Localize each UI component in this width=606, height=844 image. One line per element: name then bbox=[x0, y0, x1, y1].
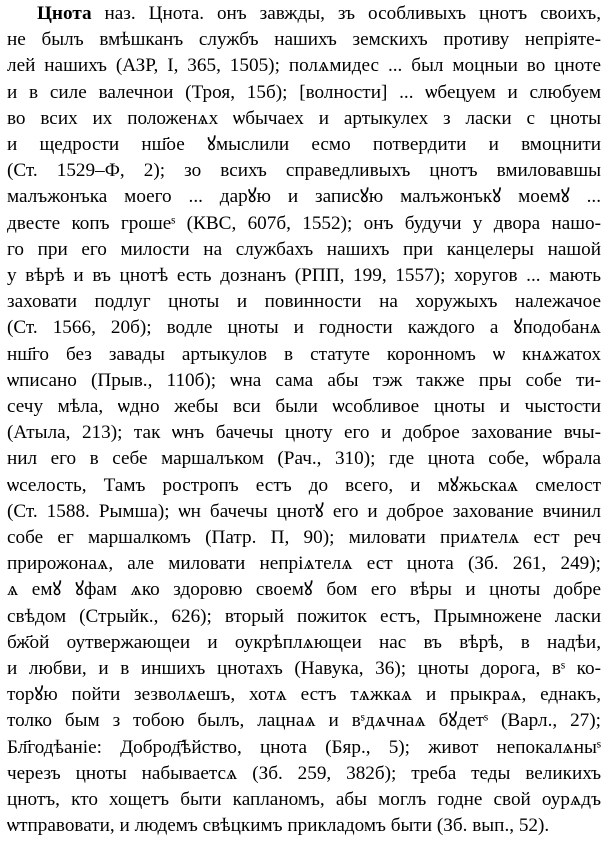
entry-line: во всих их положенѧх ѡбычаех и артыкулех з ласки с цноты bbox=[7, 107, 601, 129]
entry-line: не былъ вмѣшканъ службъ нашихъ земскихъ противу непріяте- bbox=[7, 29, 601, 51]
headword: Цнота bbox=[37, 3, 92, 24]
entry-line: и любви, и в иншихъ цнотахъ (Навука, 36); цноты дорога, вˢ ко- bbox=[7, 658, 601, 679]
entry-line: заховати подлуг цноты и повинности на хоружыхъ належачое bbox=[7, 291, 601, 313]
entry-line: торꙋю пойти зезволѧешъ, хотѧ естъ тѧжкаѧ и прыкраѧ, еднакъ, bbox=[7, 684, 601, 706]
entry-line: ѡтправовати, и людемъ свѣцкимъ прикладомъ быти (Зб. вып., 52). bbox=[7, 815, 550, 837]
entry-line: ѡписано (Прыв., 110б); ѡна сама абы тэж также пры собе ти- bbox=[7, 369, 601, 391]
entry-line: сечу мѣла, ѡдно жебы вси были ѡсобливое цноты и чыстости bbox=[7, 396, 601, 417]
entry-line: бж҃ой оутвержающеи и оукрѣплѧющеи нас въ вѣрѣ, в надѣи, bbox=[7, 631, 601, 653]
entry-line: собе ег маршалкомъ (Патр. П, 90); миловати приѧтелѧ ест реч bbox=[7, 527, 601, 548]
entry-line: прирожонаѧ, але миловати непрiѧтелѧ ест цнота (Зб. 261, 249); bbox=[7, 553, 601, 575]
entry-line: ѡселость, Тамъ ростропъ естъ до всего, и мꙋжьскаѧ смелост bbox=[7, 474, 601, 496]
entry-line bbox=[7, 0, 601, 27]
entry-line: двесте копъ грошеˢ (КВС, 607б, 1552); онъ будучи у двора нашо- bbox=[7, 212, 601, 234]
entry-line: черезъ цноты набываетсѧ (Зб. 259, 382б); треба теды великихъ bbox=[7, 762, 601, 784]
line-text: наз. Цнота. онъ завжды, зъ особливыхъ цнотъ своихъ, bbox=[104, 3, 601, 24]
entry-line: и в силе валечнои (Троя, 15б); [волности] ... ѡбецуем и слюбуем bbox=[7, 81, 601, 103]
entry-line: (Ст. 1529–Ф, 2); зо всихъ справедливыхъ цнотъ вмиловавшы bbox=[7, 160, 601, 182]
entry-line: нил его в себе маршалъком (Рач., 310); где цнота собе, ѡбрала bbox=[7, 448, 601, 470]
entry-line: (Ст. 1566, 20б); водле цноты и годности каждого а ꙋподобанѧ bbox=[7, 317, 601, 339]
entry-line: и щедрости нш҃ое ꙋмыслили есмо потвердити и вмоцнити bbox=[7, 134, 601, 155]
entry-line: ѧ емꙋ ꙋфам ѧко здоровю своемꙋ бом его вѣры и цноты добре bbox=[7, 579, 601, 601]
entry-line: Бл҃годѣаніе: Доброд҃ѣйство, цнота (Бяр., 5); живот непокалѧныˢ bbox=[7, 736, 601, 758]
entry-line: у вѣрѣ и въ цнотѣ есть дознанъ (РПП, 199, 1557); хоругов ... мають bbox=[7, 265, 601, 286]
dictionary-entry bbox=[7, 0, 601, 844]
entry-line: малъжонъка моего ... дарꙋю и записꙋю малъжонъкꙋ моемꙋ ... bbox=[7, 186, 601, 208]
entry-line: (Атыла, 213); так ѡнъ бачечы цноту его и доброе захование вчы- bbox=[7, 422, 601, 444]
entry-line: свѣдом (Стрыйк., 626); вторый пожиток естъ, Прымножене ласки bbox=[7, 605, 601, 627]
entry-line: толко бым з тобою былъ, лацнаѧ и вˢдѧчнаѧ бꙋдетˢ (Варл., 27); bbox=[7, 710, 601, 732]
entry-line: (Ст. 1588. Рымша); ѡн бачечы цнотꙋ его и доброе захование вчинил bbox=[7, 500, 601, 522]
entry-line: лей нашихъ (АЗР, І, 365, 1505); полѧмидес ... был моцныи во цноте bbox=[7, 55, 601, 77]
entry-line: го при его милости на службахъ нашихъ при канцелеры нашой bbox=[7, 238, 601, 260]
entry-line: цнотъ, кто хощетъ быти капланомъ, абы моглъ годне свой оурѧдъ bbox=[7, 789, 601, 810]
entry-line: нш҃го без завады артыкулов в статуте коронномъ ѡ кнѧжатох bbox=[7, 343, 601, 365]
